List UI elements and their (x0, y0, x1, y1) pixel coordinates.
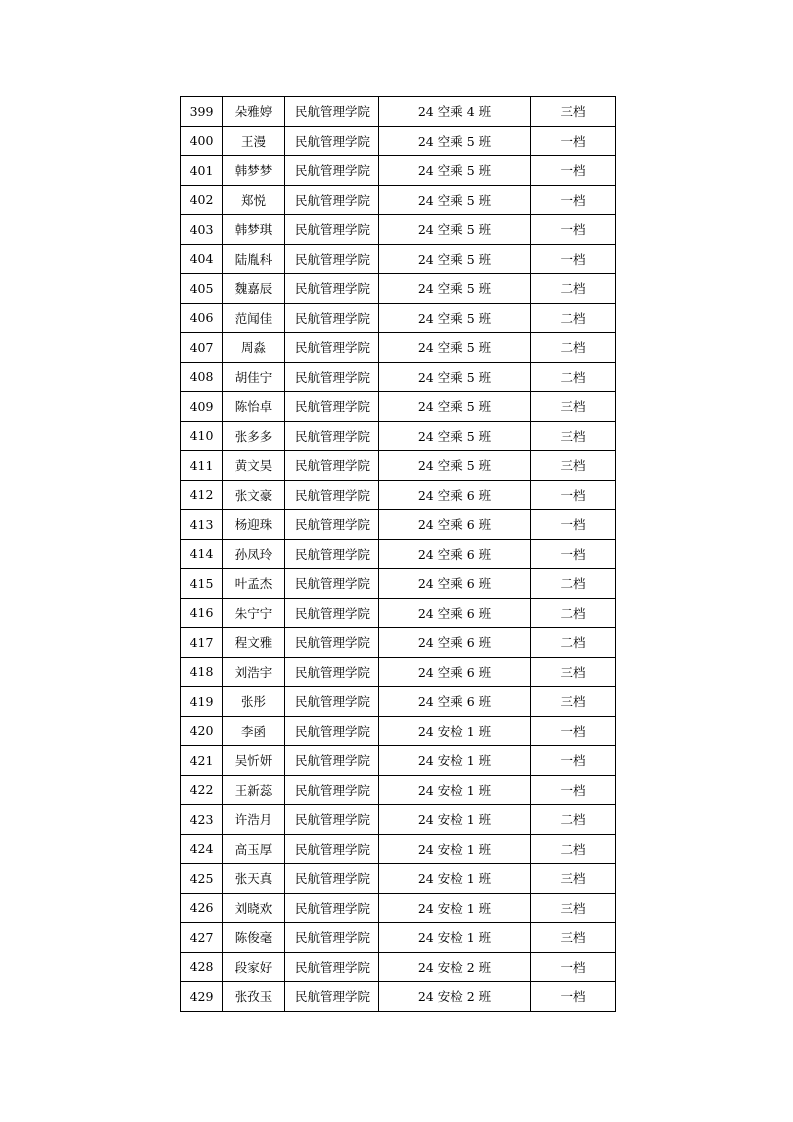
table-row (181, 834, 616, 864)
table-row (181, 421, 616, 451)
table-row (181, 923, 616, 953)
student-name-cell: 王新蕊 (223, 775, 285, 805)
class-cell: 24 安检 1 班 (379, 834, 531, 864)
table-row (181, 864, 616, 894)
row-number-cell: 403 (181, 215, 223, 245)
student-name-cell: 韩梦琪 (223, 215, 285, 245)
student-name-cell: 李函 (223, 716, 285, 746)
college-cell: 民航管理学院 (285, 539, 379, 569)
tier-cell: 一档 (531, 244, 616, 274)
student-name-cell: 段家好 (223, 952, 285, 982)
student-name-cell: 范闻佳 (223, 303, 285, 333)
tier-cell: 二档 (531, 628, 616, 658)
college-cell: 民航管理学院 (285, 598, 379, 628)
row-number-cell: 429 (181, 982, 223, 1012)
class-cell: 24 空乘 5 班 (379, 451, 531, 481)
table-row (181, 775, 616, 805)
student-name-cell: 陆胤科 (223, 244, 285, 274)
tier-cell: 二档 (531, 274, 616, 304)
student-name-cell: 刘浩宇 (223, 657, 285, 687)
table-row (181, 156, 616, 186)
table-body (181, 97, 616, 1012)
class-cell: 24 空乘 6 班 (379, 480, 531, 510)
student-name-cell: 陈怡卓 (223, 392, 285, 422)
class-cell: 24 空乘 5 班 (379, 421, 531, 451)
student-name-cell: 郑悦 (223, 185, 285, 215)
class-cell: 24 空乘 6 班 (379, 628, 531, 658)
tier-cell: 一档 (531, 185, 616, 215)
student-name-cell: 许浩月 (223, 805, 285, 835)
table-row (181, 333, 616, 363)
student-name-cell: 吴忻妍 (223, 746, 285, 776)
tier-cell: 三档 (531, 97, 616, 127)
table-row (181, 451, 616, 481)
tier-cell: 一档 (531, 510, 616, 540)
student-name-cell: 张孜玉 (223, 982, 285, 1012)
tier-cell: 一档 (531, 716, 616, 746)
college-cell: 民航管理学院 (285, 333, 379, 363)
table-row (181, 657, 616, 687)
tier-cell: 一档 (531, 775, 616, 805)
college-cell: 民航管理学院 (285, 834, 379, 864)
student-name-cell: 周淼 (223, 333, 285, 363)
class-cell: 24 空乘 5 班 (379, 274, 531, 304)
tier-cell: 三档 (531, 657, 616, 687)
row-number-cell: 421 (181, 746, 223, 776)
table-row (181, 185, 616, 215)
student-name-cell: 黄文昊 (223, 451, 285, 481)
college-cell: 民航管理学院 (285, 657, 379, 687)
tier-cell: 一档 (531, 746, 616, 776)
tier-cell: 二档 (531, 303, 616, 333)
row-number-cell: 402 (181, 185, 223, 215)
table-row (181, 746, 616, 776)
student-name-cell: 胡佳宁 (223, 362, 285, 392)
tier-cell: 二档 (531, 362, 616, 392)
table-row (181, 687, 616, 717)
student-name-cell: 张文豪 (223, 480, 285, 510)
class-cell: 24 安检 1 班 (379, 893, 531, 923)
student-name-cell: 魏嘉辰 (223, 274, 285, 304)
row-number-cell: 423 (181, 805, 223, 835)
tier-cell: 一档 (531, 156, 616, 186)
class-cell: 24 安检 1 班 (379, 805, 531, 835)
college-cell: 民航管理学院 (285, 451, 379, 481)
tier-cell: 三档 (531, 864, 616, 894)
table-row (181, 392, 616, 422)
tier-cell: 一档 (531, 126, 616, 156)
class-cell: 24 安检 1 班 (379, 923, 531, 953)
table-row (181, 805, 616, 835)
table-row (181, 97, 616, 127)
class-cell: 24 空乘 6 班 (379, 569, 531, 599)
college-cell: 民航管理学院 (285, 716, 379, 746)
college-cell: 民航管理学院 (285, 215, 379, 245)
tier-cell: 一档 (531, 215, 616, 245)
student-name-cell: 朱宁宁 (223, 598, 285, 628)
table-row (181, 303, 616, 333)
table-row (181, 510, 616, 540)
college-cell: 民航管理学院 (285, 628, 379, 658)
tier-cell: 三档 (531, 687, 616, 717)
student-name-cell: 刘晓欢 (223, 893, 285, 923)
class-cell: 24 空乘 5 班 (379, 126, 531, 156)
college-cell: 民航管理学院 (285, 775, 379, 805)
class-cell: 24 空乘 6 班 (379, 539, 531, 569)
tier-cell: 一档 (531, 480, 616, 510)
college-cell: 民航管理学院 (285, 510, 379, 540)
tier-cell: 三档 (531, 923, 616, 953)
row-number-cell: 419 (181, 687, 223, 717)
class-cell: 24 安检 2 班 (379, 952, 531, 982)
college-cell: 民航管理学院 (285, 864, 379, 894)
row-number-cell: 411 (181, 451, 223, 481)
student-name-cell: 朵雅婷 (223, 97, 285, 127)
row-number-cell: 420 (181, 716, 223, 746)
row-number-cell: 412 (181, 480, 223, 510)
tier-cell: 二档 (531, 333, 616, 363)
row-number-cell: 399 (181, 97, 223, 127)
table-row (181, 893, 616, 923)
student-name-cell: 程文雅 (223, 628, 285, 658)
class-cell: 24 空乘 5 班 (379, 215, 531, 245)
row-number-cell: 401 (181, 156, 223, 186)
tier-cell: 三档 (531, 392, 616, 422)
tier-cell: 二档 (531, 598, 616, 628)
class-cell: 24 安检 1 班 (379, 864, 531, 894)
table-row (181, 569, 616, 599)
college-cell: 民航管理学院 (285, 244, 379, 274)
class-cell: 24 安检 1 班 (379, 746, 531, 776)
class-cell: 24 空乘 6 班 (379, 598, 531, 628)
college-cell: 民航管理学院 (285, 923, 379, 953)
college-cell: 民航管理学院 (285, 805, 379, 835)
table-row (181, 480, 616, 510)
row-number-cell: 415 (181, 569, 223, 599)
row-number-cell: 405 (181, 274, 223, 304)
row-number-cell: 413 (181, 510, 223, 540)
tier-cell: 二档 (531, 834, 616, 864)
row-number-cell: 424 (181, 834, 223, 864)
scholarship-table (180, 96, 616, 1012)
class-cell: 24 空乘 5 班 (379, 392, 531, 422)
class-cell: 24 空乘 6 班 (379, 510, 531, 540)
table-row (181, 598, 616, 628)
college-cell: 民航管理学院 (285, 982, 379, 1012)
row-number-cell: 407 (181, 333, 223, 363)
college-cell: 民航管理学院 (285, 480, 379, 510)
class-cell: 24 安检 1 班 (379, 775, 531, 805)
student-name-cell: 张彤 (223, 687, 285, 717)
row-number-cell: 414 (181, 539, 223, 569)
college-cell: 民航管理学院 (285, 687, 379, 717)
row-number-cell: 428 (181, 952, 223, 982)
row-number-cell: 426 (181, 893, 223, 923)
college-cell: 民航管理学院 (285, 97, 379, 127)
class-cell: 24 空乘 5 班 (379, 362, 531, 392)
college-cell: 民航管理学院 (285, 952, 379, 982)
tier-cell: 三档 (531, 893, 616, 923)
table-row (181, 539, 616, 569)
class-cell: 24 空乘 5 班 (379, 244, 531, 274)
table-row (181, 244, 616, 274)
table-row (181, 628, 616, 658)
college-cell: 民航管理学院 (285, 569, 379, 599)
class-cell: 24 空乘 6 班 (379, 657, 531, 687)
table-row (181, 274, 616, 304)
class-cell: 24 空乘 5 班 (379, 303, 531, 333)
student-name-cell: 张多多 (223, 421, 285, 451)
college-cell: 民航管理学院 (285, 362, 379, 392)
row-number-cell: 427 (181, 923, 223, 953)
class-cell: 24 安检 2 班 (379, 982, 531, 1012)
class-cell: 24 空乘 4 班 (379, 97, 531, 127)
table-row (181, 982, 616, 1012)
row-number-cell: 417 (181, 628, 223, 658)
student-name-cell: 高玉厚 (223, 834, 285, 864)
class-cell: 24 空乘 5 班 (379, 333, 531, 363)
tier-cell: 一档 (531, 539, 616, 569)
row-number-cell: 400 (181, 126, 223, 156)
row-number-cell: 425 (181, 864, 223, 894)
college-cell: 民航管理学院 (285, 421, 379, 451)
table-row (181, 126, 616, 156)
student-name-cell: 杨迎珠 (223, 510, 285, 540)
student-name-cell: 孙凤玲 (223, 539, 285, 569)
table-row (181, 215, 616, 245)
college-cell: 民航管理学院 (285, 303, 379, 333)
row-number-cell: 410 (181, 421, 223, 451)
student-name-cell: 王漫 (223, 126, 285, 156)
class-cell: 24 空乘 6 班 (379, 687, 531, 717)
student-name-cell: 陈俊毫 (223, 923, 285, 953)
college-cell: 民航管理学院 (285, 893, 379, 923)
student-name-cell: 叶孟杰 (223, 569, 285, 599)
student-name-cell: 韩梦梦 (223, 156, 285, 186)
row-number-cell: 422 (181, 775, 223, 805)
class-cell: 24 安检 1 班 (379, 716, 531, 746)
college-cell: 民航管理学院 (285, 392, 379, 422)
college-cell: 民航管理学院 (285, 746, 379, 776)
row-number-cell: 409 (181, 392, 223, 422)
table-row (181, 952, 616, 982)
college-cell: 民航管理学院 (285, 274, 379, 304)
row-number-cell: 408 (181, 362, 223, 392)
tier-cell: 二档 (531, 569, 616, 599)
row-number-cell: 406 (181, 303, 223, 333)
row-number-cell: 418 (181, 657, 223, 687)
college-cell: 民航管理学院 (285, 156, 379, 186)
row-number-cell: 404 (181, 244, 223, 274)
student-name-cell: 张天真 (223, 864, 285, 894)
college-cell: 民航管理学院 (285, 185, 379, 215)
row-number-cell: 416 (181, 598, 223, 628)
table-row (181, 716, 616, 746)
tier-cell: 三档 (531, 421, 616, 451)
college-cell: 民航管理学院 (285, 126, 379, 156)
class-cell: 24 空乘 5 班 (379, 185, 531, 215)
table-row (181, 362, 616, 392)
tier-cell: 一档 (531, 982, 616, 1012)
tier-cell: 一档 (531, 952, 616, 982)
class-cell: 24 空乘 5 班 (379, 156, 531, 186)
tier-cell: 二档 (531, 805, 616, 835)
tier-cell: 三档 (531, 451, 616, 481)
